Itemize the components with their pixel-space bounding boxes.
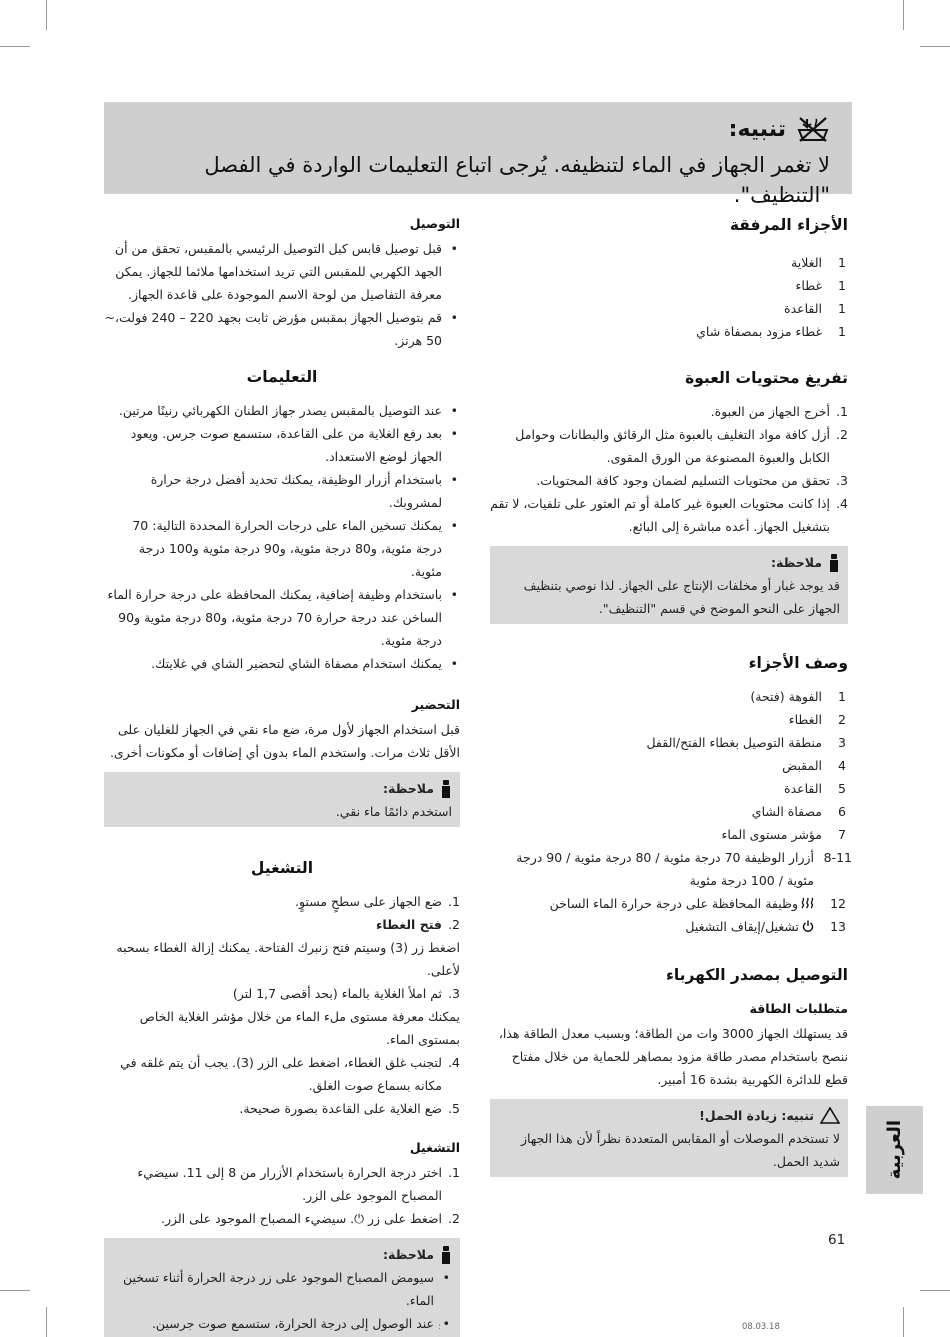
list-item: 1 الغلاية [791,255,846,270]
list-item: 12 وظيفة المحافظة على درجة حرارة الماء الساخن [549,896,846,911]
list-item: • يمكنك تسخين الماء على درجات الحرارة المحددة التالية: 70 درجة مئوية، و80 درجة مئوية، و90 درجة مئوية و100 درجة مئوية. [104,514,460,583]
note-title: ملاحظة: [771,555,822,570]
list-item: 1. اختر درجة الحرارة باستخدام الأزرار من 8 إلى 11. سيضيء المصباح الموجود على الزر. [137,1165,460,1203]
page-number: 61 [828,1232,846,1248]
section-heading: التعليمات [246,368,318,386]
accessories-list [490,251,848,343]
power-icon [802,920,814,932]
footer-mark: : [438,1322,441,1332]
crop-mark [920,46,950,47]
instructions-bullets [104,399,460,675]
paragraph: قد يستهلك الجهاز 3000 وات من الطاقة؛ وبسبب معدل الطاقة هذا، ننصح باستخدام مصدر طاقة مزود بمصاهر للحماية من خلال مفتاح قطع للدائرة الكهربية بشدة 16 أمبير. [498,1026,848,1087]
list-item: • قبل توصيل قابس كبل التوصيل الرئيسي بالمقبس، تحقق من أن الجهد الكهربي للمقبس التي تريد استخدامها ملائما للجهاز. يمكن معرفة التفاصيل من لوحة الاسم الموجودة على قاعدة الجهاز. [104,237,460,306]
footer-date: 08.03.18 [742,1322,780,1332]
banner-title-row [122,116,830,142]
warning-box [490,1099,848,1177]
list-item: 3 منطقة التوصيل بغطاء الفتح/القفل [646,735,846,750]
note-box [490,546,848,624]
right-column [490,210,852,1177]
warning-banner [104,102,852,207]
subheading: التشغيل [409,1140,460,1155]
list-item: • باستخدام وظيفة إضافية، يمكنك المحافظة على درجة حرارة الماء الساخن عند درجة حرارة 70 درجة مئوية، و80 درجة مئوية و90 درجة مئوية. [104,583,460,652]
crop-mark [920,1290,950,1291]
info-icon [440,780,452,798]
crop-mark [903,1307,904,1337]
section-heading: الأجزاء المرفقة [729,216,848,234]
list-item: 2. أزل كافة مواد التغليف بالعبوة مثل الرقائق والبطانات وحوامل الكابل والعبوة المصنوعة من الورق المقوى. [515,427,848,465]
crop-mark [0,1290,30,1291]
info-icon [828,554,840,572]
section-heading: التشغيل [250,859,314,877]
list-item: 8-11 أزرار الوظيفة 70 درجة مئوية / 80 درجة مئوية / 90 درجة مئوية / 100 درجة مئوية [516,850,852,888]
warning-text: لا تستخدم الموصلات أو المقابس المتعددة نظراً لأن هذا الجهاز شديد الحمل. [520,1131,840,1169]
no-immerse-icon [796,116,830,142]
crop-mark [0,46,30,47]
list-item: 13 تشغيل/إيقاف التشغيل [685,919,846,934]
info-icon [440,1246,452,1264]
subheading: التوصيل [409,216,460,231]
list-item: 4. إذا كانت محتويات العبوة غير كاملة أو تم العثور على تلفيات، لا تقم بتشغيل الجهاز. أعده مباشرة إلى البائع. [490,496,848,534]
subheading: التحضير [411,697,460,712]
list-item-detail: اضغط زر (3) وسيتم فتح زنبرك الفتاحة. يمكنك إزالة الغطاء بسحبه لأعلى. [116,940,460,978]
parts-list [490,685,852,938]
note-box [104,772,460,827]
list-item: • عند التوصيل بالمقبس يصدر جهاز الطنان الكهربائي رنينًا مرتين. [104,399,460,422]
note-title: ملاحظة: [383,781,434,796]
list-item: • بعد رفع الغلاية من على القاعدة، ستسمع صوت جرس. ويعود الجهاز لوضع الاستعداد. [104,422,460,468]
banner-text: لا تغمر الجهاز في الماء لتنظيفه. يُرجى اتباع التعليمات الواردة في الفصل "التنظيف". [204,153,830,207]
crop-mark [903,0,904,30]
section-heading: التوصيل بمصدر الكهرباء [665,966,848,984]
note-text: استخدم دائمًا ماء نقي. [335,804,452,819]
keep-warm-icon [801,897,814,909]
list-item: • قم بتوصيل الجهاز بمقبس مؤرض ثابت بجهد 220 – 240 فولت،~ 50 هرتز. [104,306,460,352]
left-column [104,210,460,1337]
list-item: 4. لتجنب غلق الغطاء، اضغط على الزر (3). يجب أن يتم غلقه في مكانه بسماع صوت الغلق. [120,1055,460,1093]
list-item: 1 الفوهة (فتحة) [750,689,846,704]
list-item: 2. فتح الغطاء [376,917,460,932]
section-heading: تفريغ محتويات العبوة [685,369,848,387]
banner-title: تنبيه: [728,116,786,142]
crop-mark [46,0,47,30]
warning-title: تنبيه: زيادة الحمل! [699,1108,814,1123]
list-item: 1. أخرج الجهاز من العبوة. [710,404,848,419]
list-item: • عند الوصول إلى درجة الحرارة، ستسمع صوت جرسين. [112,1312,452,1335]
list-item: 3. ثم املأ الغلاية بالماء (بحد أقصى 1,7 لتر) [232,986,460,1001]
subheading: متطلبات الطاقة [749,1001,848,1016]
list-item: 1 غطاء مزود بمصفاة شاي [696,324,846,339]
list-item: • يمكنك استخدام مصفاة الشاي لتحضير الشاي في غلايتك. [104,652,460,675]
operation-steps [104,890,460,1120]
note-box [104,1238,460,1337]
crop-mark [46,1307,47,1337]
note-title: ملاحظة: [383,1247,434,1262]
list-item: 5 القاعدة [784,781,846,796]
list-item: 7 مؤشر مستوى الماء [721,827,846,842]
list-item: 3. تحقق من محتويات التسليم لضمان وجود كافة المحتويات. [536,473,848,488]
paragraph: قبل استخدام الجهاز لأول مرة، ضع ماء نقي في الجهاز للغليان على الأقل ثلاث مرات. واستخدم الماء بدون أي إضافات أو مكونات أخرى. [109,722,460,760]
list-item: 2 الغطاء [788,712,846,727]
list-item: • سيومض المصباح الموجود على زر درجة الحرارة أثناء تسخين الماء. [112,1266,452,1312]
list-item: 2. اضغط على زر ⏻. سيضيء المصباح الموجود على الزر. [160,1211,460,1226]
operation-steps-2 [104,1161,460,1230]
note-text: قد يوجد غبار أو مخلفات الإنتاج على الجهاز. لذا نوصي بتنظيف الجهاز على النحو الموضح في قسم "التنظيف". [523,578,840,616]
list-item: 1 غطاء [795,278,846,293]
list-item: 4 المقبض [782,758,846,773]
list-item: 5. ضع الغلاية على القاعدة بصورة صحيحة. [239,1101,460,1116]
section-heading: وصف الأجزاء [748,654,848,672]
list-item: • باستخدام أزرار الوظيفة، يمكنك تحديد أفضل درجة حرارة لمشروبك. [104,468,460,514]
warning-triangle-icon [820,1107,840,1124]
connection-bullets [104,237,460,352]
list-item: 6 مصفاة الشاي [751,804,846,819]
language-tab: العربية [866,1106,923,1194]
list-item: 1. ضع الجهاز على سطحٍ مستوٍ. [295,894,460,909]
unpacking-steps [490,400,848,538]
list-item: 1 القاعدة [784,301,846,316]
list-item-detail: يمكنك معرفة مستوى ملء الماء من خلال مؤشر الغلاية الخاص بمستوى الماء. [139,1009,460,1047]
